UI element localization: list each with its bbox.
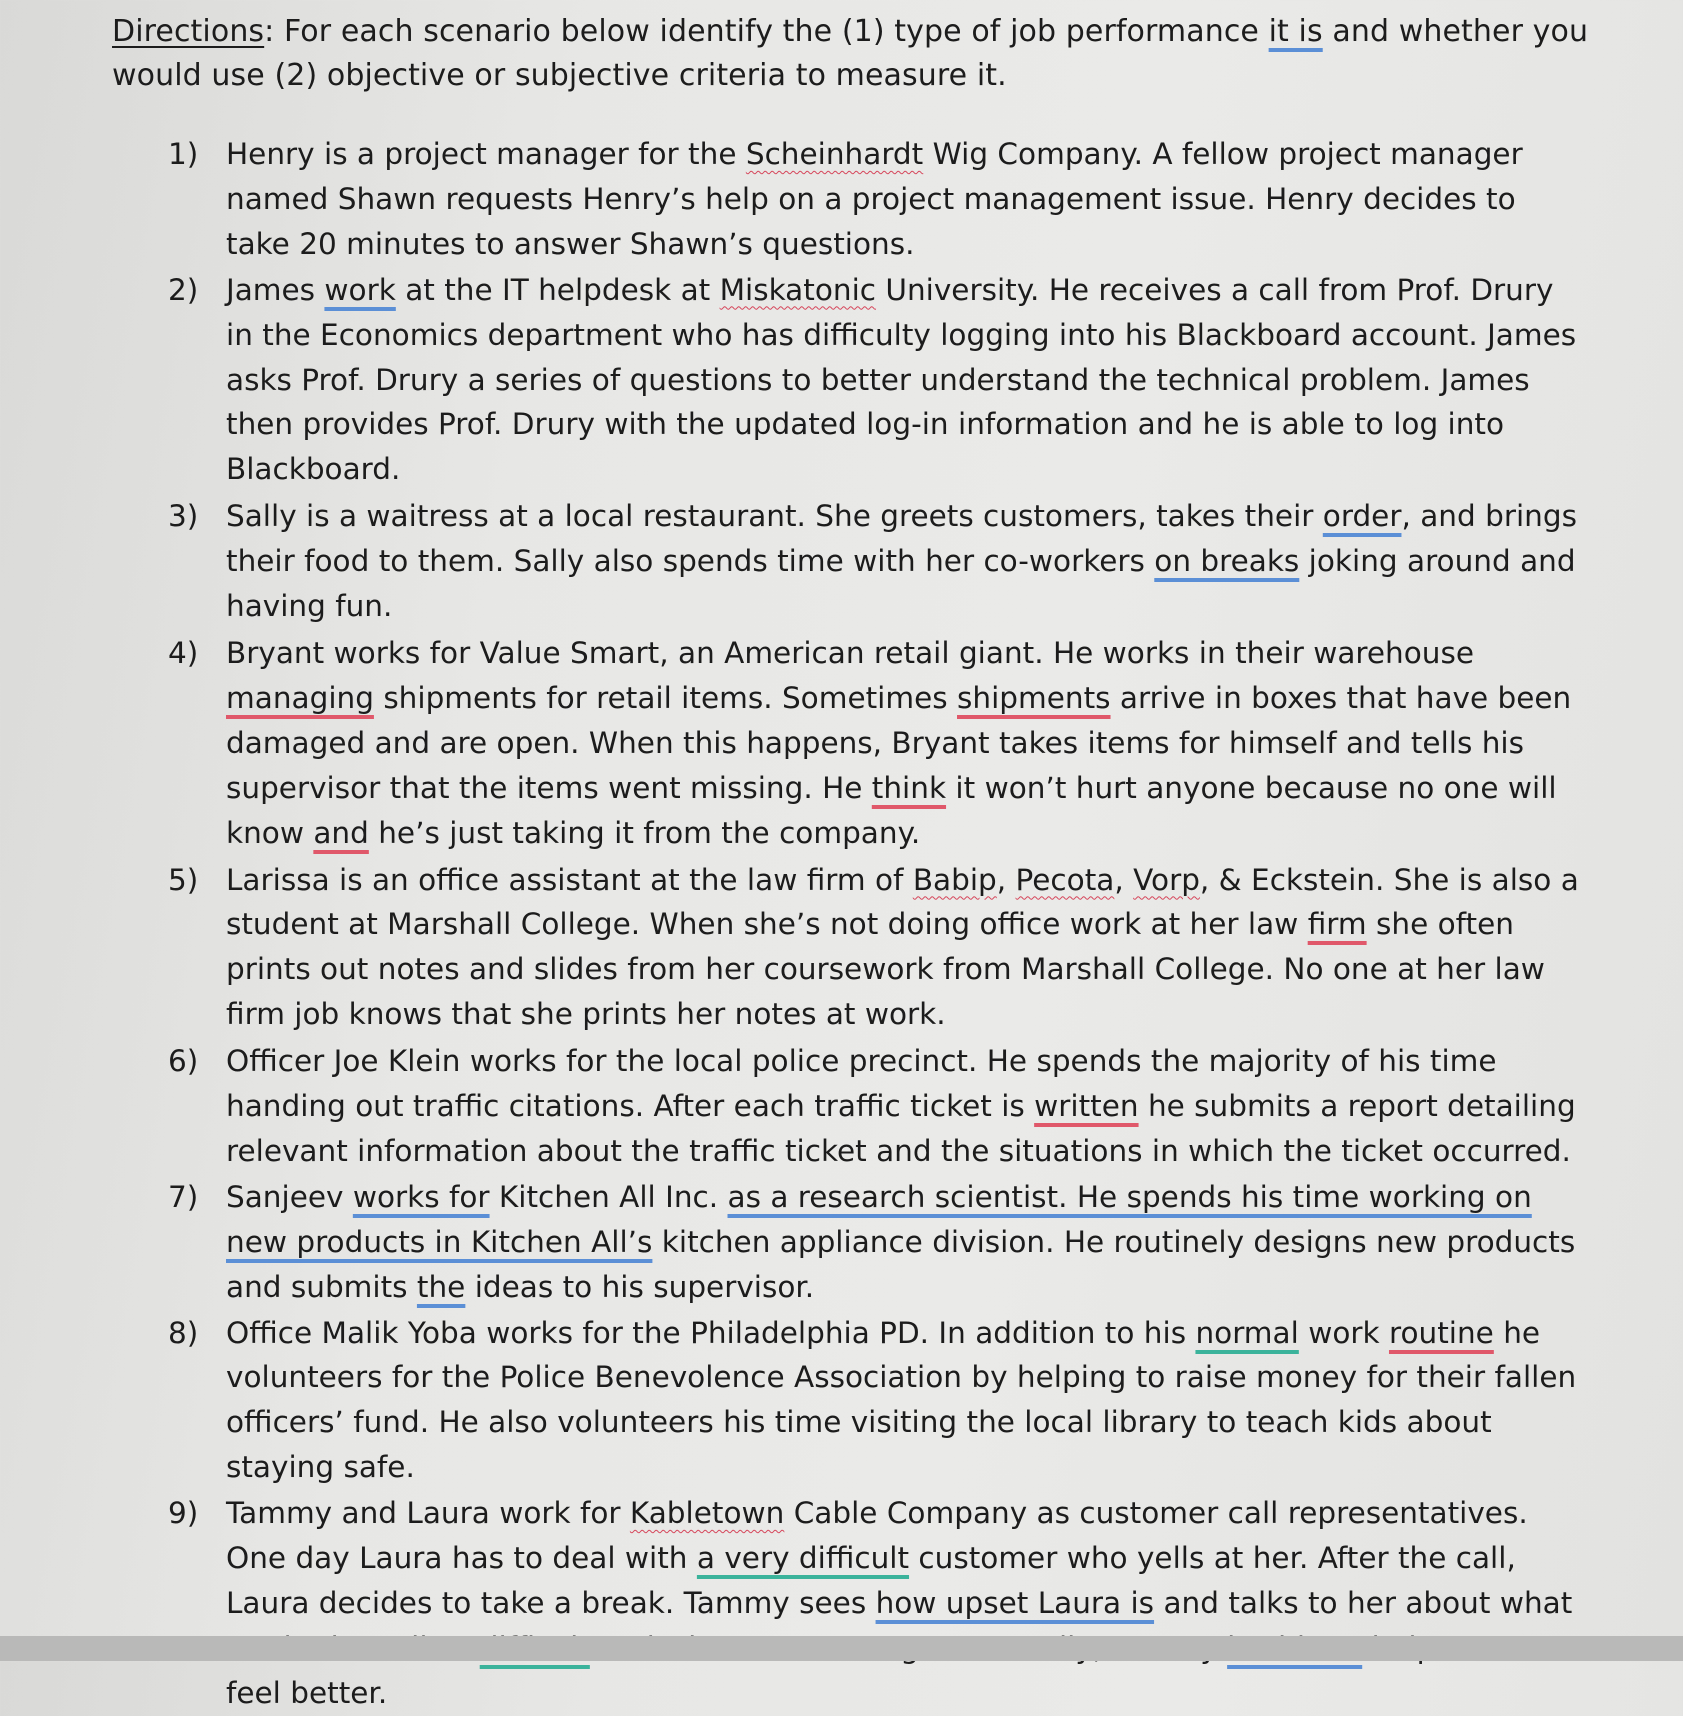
highlighted-text: order bbox=[1322, 499, 1402, 534]
text-run: joking around and having fun. bbox=[226, 544, 1576, 624]
text-run: Henry is a project manager for the bbox=[226, 137, 746, 171]
scenario-number: 4) bbox=[168, 635, 199, 670]
spellcheck-word: Miskatonic bbox=[719, 272, 876, 307]
text-run: University. He receives a call from Prof. Drury in the Economics department who has difficulty logging into his Blackboard account. James asks Prof. Drury a series of questions to better understand the technical problem. James then provides Prof. Drury with the updated log-in information and he is able to log into Blackboard. bbox=[226, 272, 1577, 487]
highlighted-text: written bbox=[1034, 1089, 1139, 1124]
directions-marked-text: it is bbox=[1268, 14, 1323, 49]
text-run: customer who yells at her. After the call, Laura decides to take a break. Tammy sees bbox=[226, 1541, 1516, 1620]
text-run: Sanjeev bbox=[226, 1179, 353, 1214]
scenario-list bbox=[168, 132, 1588, 1716]
scenario-text bbox=[226, 132, 1588, 267]
scenario-item bbox=[168, 494, 1588, 629]
scenario-text bbox=[226, 631, 1588, 856]
directions-text: : For each scenario below identify the (1) type of job performance bbox=[264, 14, 1269, 49]
scenario-item bbox=[168, 1175, 1588, 1310]
text-run: , & Eckstein. She is also a student at Marshall College. When she’s not doing office work at her law bbox=[226, 862, 1579, 942]
highlighted-text: as a research scientist. He spends his time working on new products in Kitchen All’s bbox=[226, 1179, 1532, 1259]
text-run: he’s just taking it from the company. bbox=[368, 815, 921, 850]
scenario-item bbox=[168, 1311, 1588, 1491]
spellcheck-word: Vorp bbox=[1133, 862, 1200, 897]
text-run: Wig Company. A fellow project manager named Shawn requests Henry’s help on a project management issue. Henry decides to take 20 minutes to answer Shawn’s questions. bbox=[226, 137, 1523, 261]
text-run: James bbox=[226, 272, 325, 307]
highlighted-text: routine bbox=[1388, 1315, 1494, 1350]
text-run: at the IT helpdesk at bbox=[395, 272, 720, 307]
highlighted-text: a very difficult bbox=[696, 1541, 910, 1576]
scenario-number: 5) bbox=[168, 862, 199, 897]
spellcheck-word: Pecota bbox=[1015, 862, 1115, 897]
highlighted-text: the bbox=[416, 1269, 466, 1304]
text-run: Kitchen All Inc. bbox=[489, 1179, 728, 1214]
scenario-text bbox=[226, 1311, 1588, 1491]
text-run: Cable Company as customer call representatives. One day Laura has to deal with bbox=[226, 1496, 1528, 1576]
text-run: kitchen appliance division. He routinely designs new products and submits bbox=[226, 1224, 1576, 1304]
text-run: , bbox=[996, 862, 1016, 897]
text-run: Tammy and Laura work for bbox=[226, 1496, 630, 1531]
text-run: he submits a report detailing relevant information about the traffic ticket and the situations in which the ticket occurred. bbox=[226, 1089, 1576, 1168]
scenario-number: 7) bbox=[168, 1179, 199, 1214]
text-run: Larissa is an office assistant at the law firm of bbox=[226, 862, 913, 897]
scenario-text bbox=[226, 268, 1588, 493]
text-run: arrive in boxes that have been damaged and are open. When this happens, Bryant takes items for himself and tells his supervisor that the items went missing. He bbox=[226, 680, 1572, 805]
highlighted-text: works for bbox=[352, 1179, 490, 1214]
scenario-item bbox=[168, 1491, 1588, 1716]
scenario-item bbox=[168, 631, 1588, 856]
spellcheck-word: Kabletown bbox=[629, 1496, 785, 1531]
scenario-number: 2) bbox=[168, 272, 199, 307]
highlighted-text: shipments bbox=[957, 680, 1111, 715]
highlighted-text: how upset Laura is bbox=[875, 1586, 1155, 1620]
scenario-item bbox=[168, 1039, 1588, 1174]
text-run: , bbox=[1114, 862, 1134, 897]
highlighted-text: normal bbox=[1195, 1315, 1299, 1350]
text-run: work bbox=[1298, 1315, 1389, 1350]
highlighted-text: managing bbox=[226, 680, 374, 715]
desk-edge bbox=[0, 1636, 1683, 1661]
scenario-number: 1) bbox=[168, 137, 199, 171]
directions-text: and whether you would use (2) objective or subjective criteria to measure it. bbox=[112, 14, 1589, 93]
text-run: he volunteers for the Police Benevolence Association by helping to raise money for their fallen officers’ fund. He also volunteers his time visiting the local library to teach kids about staying safe. bbox=[226, 1315, 1577, 1485]
directions-paragraph bbox=[112, 10, 1592, 98]
text-run: feel better. bbox=[226, 1675, 388, 1710]
text-run: Bryant works for Value Smart, an American retail giant. He works in their warehouse bbox=[226, 635, 1474, 670]
highlighted-text: on breaks bbox=[1154, 544, 1300, 579]
text-run: Officer Joe Klein works for the local police precinct. He spends the majority of his time handing out traffic citations. After each traffic ticket is bbox=[226, 1044, 1497, 1124]
text-run: Office Malik Yoba works for the Philadelphia PD. In addition to his bbox=[226, 1315, 1196, 1350]
scenario-number: 8) bbox=[168, 1315, 199, 1350]
scenario-number: 3) bbox=[168, 499, 199, 534]
scenario-number: 6) bbox=[168, 1044, 199, 1079]
scenario-text bbox=[226, 1039, 1588, 1174]
text-run: it won’t hurt anyone because no one will know bbox=[226, 770, 1557, 850]
text-run: , and brings their food to them. Sally also spends time with her co-workers bbox=[226, 499, 1577, 579]
highlighted-text: think bbox=[871, 770, 947, 805]
scenario-number: 9) bbox=[168, 1496, 199, 1531]
scenario-text bbox=[226, 1491, 1588, 1716]
text-run: and talks to her about what bbox=[1163, 1586, 1573, 1620]
scenario-item bbox=[168, 858, 1588, 1038]
spellcheck-word: Scheinhardt bbox=[745, 137, 924, 171]
highlighted-text: work bbox=[324, 272, 396, 307]
scenario-text bbox=[226, 858, 1588, 1038]
text-run: shipments for retail items. Sometimes bbox=[373, 680, 958, 715]
directions-label: Directions bbox=[112, 14, 265, 49]
highlighted-text: firm bbox=[1307, 907, 1367, 942]
scenario-item bbox=[168, 132, 1588, 267]
scenario-text bbox=[226, 494, 1588, 629]
scenario-text bbox=[226, 1175, 1588, 1310]
scenario-item bbox=[168, 268, 1588, 493]
text-run: she often prints out notes and slides from her coursework from Marshall College. No one at her law firm job knows that she prints her notes at work. bbox=[226, 907, 1545, 1032]
text-run: ideas to his supervisor. bbox=[465, 1269, 815, 1304]
text-run: Sally is a waitress at a local restaurant. She greets customers, takes their bbox=[226, 499, 1323, 534]
spellcheck-word: Babip bbox=[912, 862, 997, 897]
highlighted-text: and bbox=[313, 815, 369, 850]
